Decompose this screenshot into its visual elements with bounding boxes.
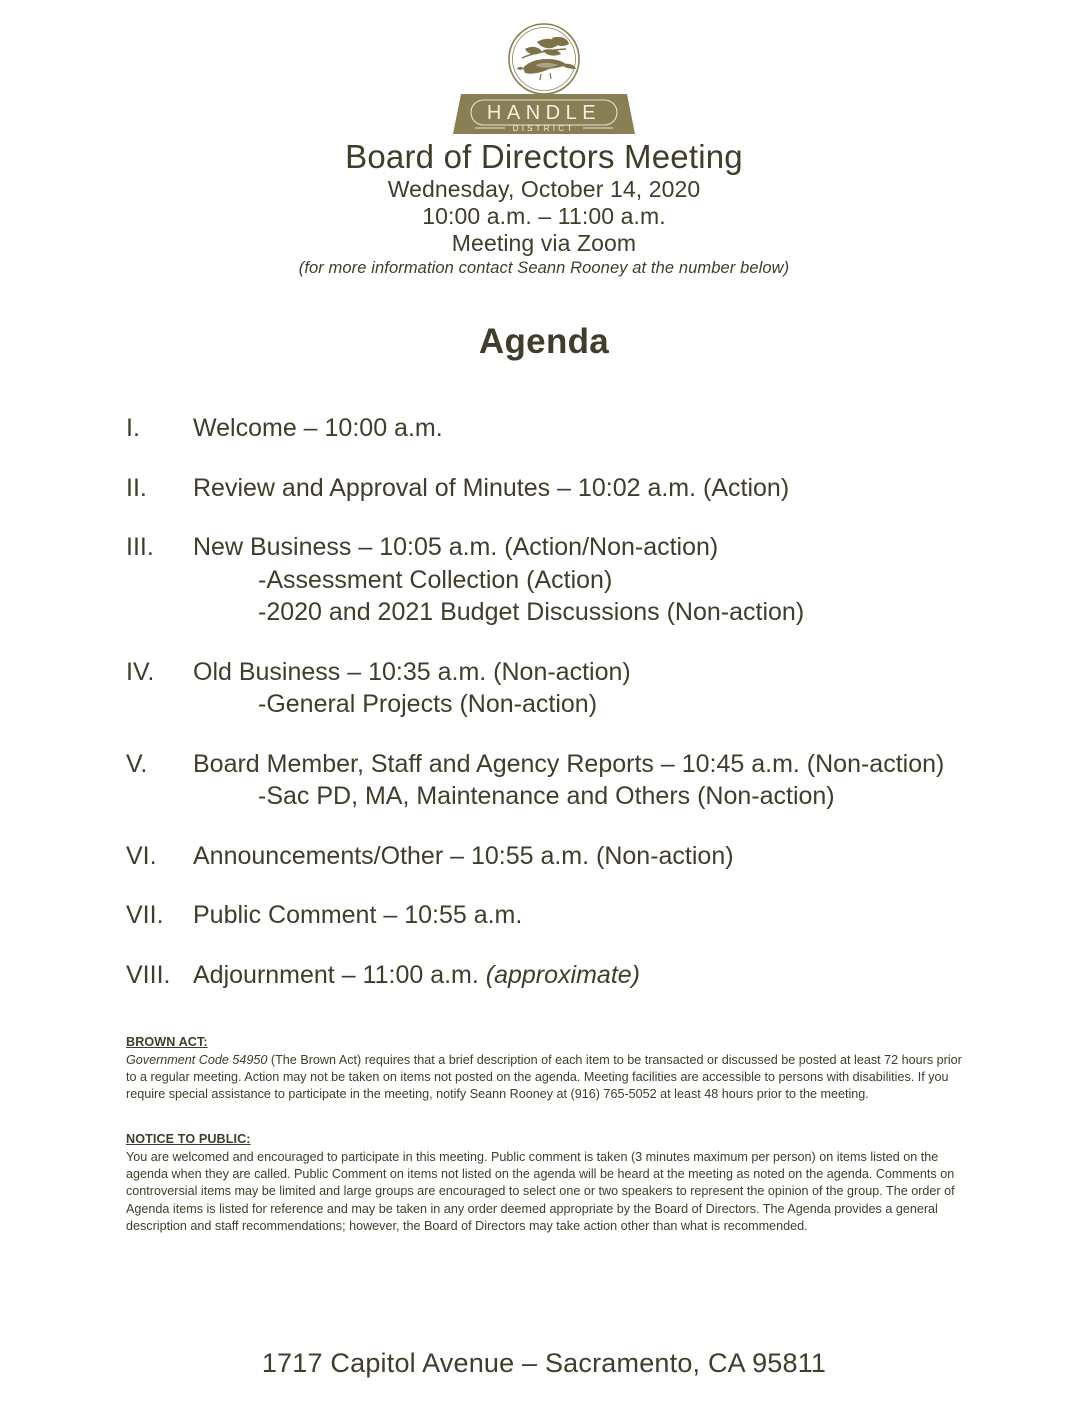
brown-act-section <box>126 1034 964 1104</box>
footer-address: 1717 Capitol Avenue – Sacramento, CA 95811 <box>261 1348 827 1378</box>
agenda-subitem: -Sac PD, MA, Maintenance and Others (Non-action) <box>258 782 835 810</box>
agenda-heading: Agenda <box>478 322 610 361</box>
agenda-item <box>126 748 1006 813</box>
agenda-item-numeral: VIII. <box>126 960 171 989</box>
agenda-item-title <box>193 531 1006 564</box>
agenda-item-numeral: V. <box>126 749 148 778</box>
brown-act-citation: Government Code 54950 <box>126 1053 268 1068</box>
agenda-item-title <box>193 656 1006 689</box>
agenda-item <box>126 899 1006 932</box>
agenda-item-title <box>193 412 1006 445</box>
agenda-item-numeral: VI. <box>126 841 157 870</box>
agenda-item-title <box>193 899 1006 932</box>
brown-act-body <box>126 1052 964 1103</box>
agenda-item-title-text: Welcome – 10:00 a.m. <box>193 414 443 442</box>
agenda-item-title-text: New Business – 10:05 a.m. (Action/Non-action) <box>193 533 719 561</box>
agenda-item-title <box>193 840 1006 873</box>
agenda-item-title-italic: (approximate) <box>485 960 640 989</box>
agenda-item <box>126 472 1006 505</box>
agenda-item-title-text: Announcements/Other – 10:55 a.m. (Non-action) <box>193 841 734 870</box>
page-title: Board of Directors Meeting <box>345 138 743 175</box>
agenda-item-body <box>193 412 1006 445</box>
agenda-item-body <box>193 899 1006 932</box>
agenda-item-title <box>193 959 1006 992</box>
logo-banner-text: HANDLE <box>486 102 602 124</box>
meeting-date: Wednesday, October 14, 2020 <box>387 176 701 202</box>
agenda-item-title-text: Board Member, Staff and Agency Reports – 10:45 a.m. (Non-action) <box>193 749 945 778</box>
agenda-subitem: -Assessment Collection (Action) <box>258 565 613 594</box>
notice-to-public-heading: NOTICE TO PUBLIC: <box>126 1132 251 1146</box>
agenda-item-body <box>193 472 1006 505</box>
brown-act-heading: BROWN ACT: <box>126 1035 208 1049</box>
handle-district-logo-svg <box>419 22 669 134</box>
agenda-item-body <box>193 959 1006 992</box>
agenda-item-body <box>193 840 1006 873</box>
logo-banner <box>453 94 635 134</box>
bird-and-leaves-emblem <box>509 24 579 94</box>
agenda-item-body <box>193 656 1006 721</box>
agenda-item <box>126 840 1006 873</box>
agenda-item-body <box>193 748 1006 813</box>
logo <box>0 22 1088 134</box>
agenda-item-title-text: Adjournment – 11:00 a.m. <box>193 960 486 989</box>
notice-to-public-body: You are welcomed and encouraged to participate in this meeting. Public comment is taken (3 minutes maximum per person) on items listed on the agenda when they are called. Public Comment on items not listed on the agenda will be heard at the meeting as noted on the agenda. Comments on controversial items may be limited and large groups are encouraged to select one or two speakers to represent the opinion of the group. The order of Agenda items is listed for reference and may be taken in any order deemed appropriate by the Board of Directors. The Agenda provides a general description and staff recommendations; however, the Board of Directors may take action other than what is recommended. <box>126 1150 955 1233</box>
agenda-item-title-text: Public Comment – 10:55 a.m. <box>193 901 523 929</box>
agenda-item-numeral: IV. <box>126 657 155 686</box>
agenda-item <box>126 656 1006 721</box>
agenda-item-numeral: I. <box>126 414 140 442</box>
agenda-list <box>126 412 1006 1018</box>
notice-to-public-section <box>126 1131 964 1235</box>
agenda-item-numeral: II. <box>126 473 147 502</box>
agenda-item-numeral: III. <box>126 533 154 561</box>
logo-banner-subtext: DISTRICT <box>512 124 576 133</box>
agenda-subitem: -2020 and 2021 Budget Discussions (Non-action) <box>258 598 805 626</box>
brown-act-text: (The Brown Act) requires that a brief description of each item to be transacted or discussed be posted at least 72 hours prior to a regular meeting. Action may not be taken on items not posted on the agenda. Meeting facilities are accessible to persons with disabilities. If you require special assistance to participate in the meeting, notify Seann Rooney at (916) 765-5052 at least 48 hours prior to the meeting. <box>126 1053 962 1102</box>
document-header <box>0 140 1088 277</box>
meeting-time: 10:00 a.m. – 11:00 a.m. <box>422 203 666 229</box>
agenda-item-title-text: Old Business – 10:35 a.m. (Non-action) <box>193 657 631 686</box>
agenda-item <box>126 531 1006 629</box>
meeting-location: Meeting via Zoom <box>451 230 637 256</box>
meeting-contact-note: (for more information contact Seann Rooney at the number below) <box>298 259 790 277</box>
agenda-item-body <box>193 531 1006 629</box>
agenda-item-numeral: VII. <box>126 901 164 929</box>
agenda-subitem: -General Projects (Non-action) <box>258 690 598 718</box>
agenda-item <box>126 412 1006 445</box>
agenda-item <box>126 959 1006 992</box>
agenda-item-title <box>193 748 1006 781</box>
agenda-item-title-text: Review and Approval of Minutes – 10:02 a.m. (Action) <box>193 473 790 502</box>
agenda-item-title <box>193 472 1006 505</box>
